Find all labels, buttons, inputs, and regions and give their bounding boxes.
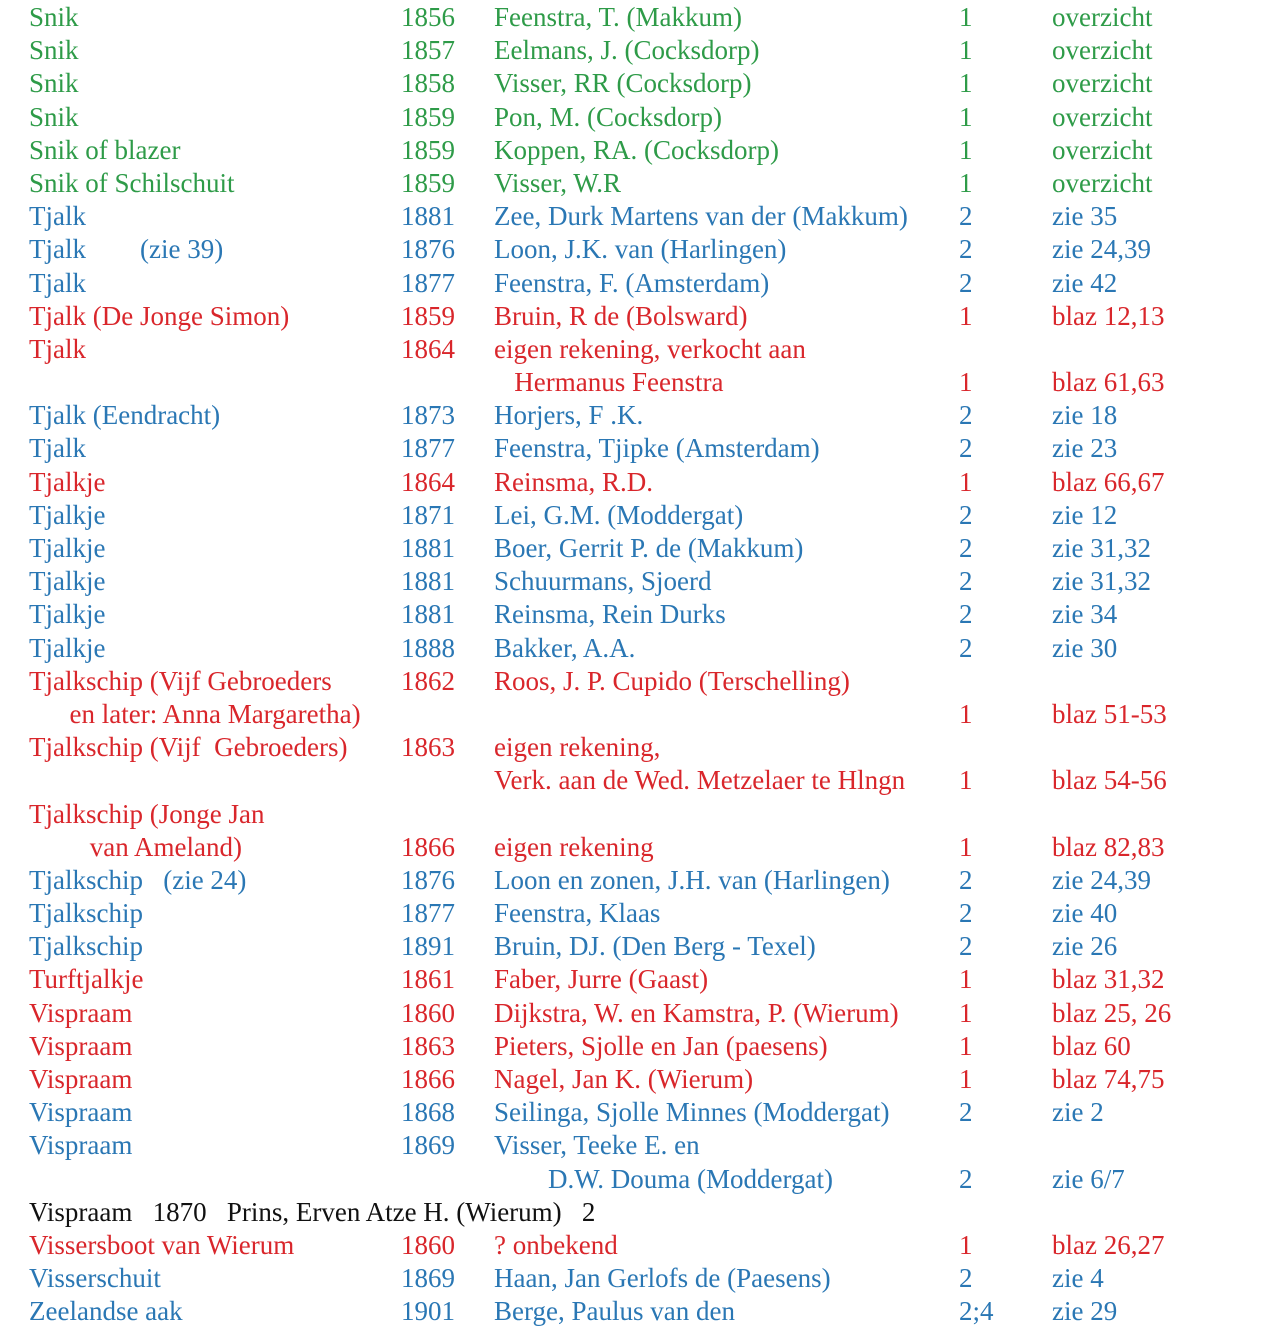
- register-row: [0, 333, 1280, 366]
- register-row: [0, 731, 1280, 764]
- reference-cell: blaz 61,63: [1052, 367, 1165, 398]
- vessel-type-cell: Zeelandse aak: [29, 1296, 183, 1327]
- vessel-type-cell: Tjalk: [29, 267, 86, 298]
- vessel-type-cell: Vispraam: [29, 1064, 133, 1094]
- year-cell: 1876: [401, 864, 455, 895]
- code-cell: 2: [959, 931, 973, 962]
- year-cell: 1869: [401, 1130, 455, 1161]
- owner-cell: Roos, J. P. Cupido (Terschelling): [494, 665, 850, 696]
- reference-cell: blaz 60: [1052, 1030, 1131, 1061]
- reference-cell: zie 6/7: [1052, 1163, 1125, 1194]
- year-cell: 1858: [401, 68, 455, 99]
- reference-cell: blaz 26,27: [1052, 1229, 1165, 1260]
- code-cell: 1: [959, 167, 973, 198]
- reference-cell: blaz 25, 26: [1052, 997, 1172, 1028]
- code-cell: 1: [959, 68, 973, 99]
- year-cell: 1861: [401, 964, 455, 995]
- owner-cell: Zee, Durk Martens van der (Makkum): [494, 201, 908, 232]
- register-row: [0, 963, 1280, 996]
- owner-cell: Boer, Gerrit P. de (Makkum): [494, 533, 804, 563]
- code-cell: 2: [959, 533, 973, 563]
- code-cell: 2: [959, 1263, 973, 1294]
- year-cell: 1877: [401, 433, 455, 464]
- reference-cell: blaz 66,67: [1052, 466, 1165, 497]
- year-cell: 1860: [401, 997, 455, 1028]
- register-row: [0, 300, 1280, 333]
- register-row: [0, 499, 1280, 532]
- register-row: [0, 399, 1280, 432]
- vessel-type-cell: Tjalkschip (Vijf Gebroeders: [29, 665, 332, 696]
- year-cell: 1873: [401, 400, 455, 431]
- register-row: [0, 565, 1280, 598]
- reference-cell: zie 4: [1052, 1263, 1104, 1294]
- code-cell: 1: [959, 1064, 973, 1094]
- code-cell: 1: [959, 964, 973, 995]
- owner-cell: eigen rekening,: [494, 732, 661, 763]
- year-cell: 1866: [401, 831, 455, 862]
- register-row: [0, 267, 1280, 300]
- reference-cell: zie 30: [1052, 632, 1118, 663]
- reference-cell: blaz 74,75: [1052, 1064, 1165, 1094]
- register-row: [0, 101, 1280, 134]
- owner-cell: Eelmans, J. (Cocksdorp): [494, 35, 760, 66]
- owner-cell: Koppen, RA. (Cocksdorp): [494, 134, 779, 165]
- year-cell: 1877: [401, 267, 455, 298]
- owner-cell: D.W. Douma (Moddergat): [494, 1163, 833, 1194]
- code-cell: 2: [959, 864, 973, 895]
- owner-cell: Feenstra, Klaas: [494, 898, 661, 929]
- reference-cell: zie 2: [1052, 1097, 1104, 1128]
- register-row: [0, 1295, 1280, 1328]
- owner-cell: Feenstra, F. (Amsterdam): [494, 267, 770, 298]
- reference-cell: overzicht: [1052, 101, 1153, 132]
- reference-cell: blaz 51-53: [1052, 698, 1167, 729]
- year-cell: 1860: [401, 1229, 455, 1260]
- vessel-type-cell: Tjalkschip (Vijf Gebroeders): [29, 732, 348, 763]
- owner-cell: Haan, Jan Gerlofs de (Paesens): [494, 1263, 831, 1294]
- register-row: [0, 366, 1280, 399]
- code-cell: 2: [959, 566, 973, 597]
- register-row: [0, 632, 1280, 665]
- vessel-type-cell: Tjalk: [29, 201, 86, 232]
- owner-cell: Visser, Teeke E. en: [494, 1130, 700, 1161]
- year-cell: 1862: [401, 665, 455, 696]
- register-row: [0, 598, 1280, 631]
- vessel-type-cell: Tjalkje: [29, 599, 106, 630]
- year-cell: 1881: [401, 533, 455, 563]
- vessel-type-cell: Tjalk (zie 39): [29, 234, 224, 265]
- register-row: [0, 698, 1280, 731]
- owner-cell: Bakker, A.A.: [494, 632, 636, 663]
- year-cell: 1857: [401, 35, 455, 66]
- owner-cell: Pieters, Sjolle en Jan (paesens): [494, 1030, 828, 1061]
- owner-cell: Verk. aan de Wed. Metzelaer te Hlngn: [494, 765, 906, 796]
- reference-cell: blaz 12,13: [1052, 300, 1165, 331]
- register-row: [0, 167, 1280, 200]
- year-cell: 1864: [401, 466, 455, 497]
- register-row: [0, 432, 1280, 465]
- vessel-type-cell: en later: Anna Margaretha): [29, 698, 361, 729]
- register-row: [0, 864, 1280, 897]
- owner-cell: Reinsma, R.D.: [494, 466, 653, 497]
- code-cell: 2: [959, 267, 973, 298]
- vessel-type-cell: Vispraam: [29, 1030, 133, 1061]
- code-cell: 2: [959, 400, 973, 431]
- owner-cell: Visser, W.R: [494, 167, 622, 198]
- code-cell: 2: [959, 599, 973, 630]
- year-cell: 1881: [401, 201, 455, 232]
- vessel-type-cell: Vispraam: [29, 1130, 133, 1161]
- register-line: Vispraam 1870 Prins, Erven Atze H. (Wierum) 2: [29, 1196, 596, 1227]
- owner-cell: Bruin, DJ. (Den Berg - Texel): [494, 931, 816, 962]
- owner-cell: Loon, J.K. van (Harlingen): [494, 234, 787, 265]
- vessel-type-cell: Tjalk (Eendracht): [29, 400, 221, 431]
- register-row: [0, 1063, 1280, 1096]
- year-cell: 1891: [401, 931, 455, 962]
- year-cell: 1863: [401, 732, 455, 763]
- vessel-type-cell: Vissersboot van Wierum: [29, 1229, 295, 1260]
- code-cell: 1: [959, 466, 973, 497]
- register-row: [0, 34, 1280, 67]
- code-cell: 1: [959, 2, 973, 32]
- vessel-type-cell: Tjalkje: [29, 566, 106, 597]
- code-cell: 2: [959, 1097, 973, 1128]
- year-cell: 1876: [401, 234, 455, 265]
- owner-cell: eigen rekening, verkocht aan: [494, 333, 806, 364]
- year-cell: 1856: [401, 2, 455, 32]
- reference-cell: zie 24,39: [1052, 864, 1151, 895]
- vessel-type-cell: Tjalkschip: [29, 898, 143, 929]
- code-cell: 1: [959, 831, 973, 862]
- reference-cell: zie 12: [1052, 499, 1118, 530]
- year-cell: 1881: [401, 566, 455, 597]
- code-cell: 1: [959, 367, 973, 398]
- owner-cell: Lei, G.M. (Moddergat): [494, 499, 744, 530]
- vessel-type-cell: Snik of Schilschuit: [29, 167, 235, 198]
- code-cell: 2: [959, 433, 973, 464]
- owner-cell: Berge, Paulus van den: [494, 1296, 735, 1327]
- owner-cell: Hermanus Feenstra: [494, 367, 724, 398]
- owner-cell: Seilinga, Sjolle Minnes (Moddergat): [494, 1097, 890, 1128]
- owner-cell: Visser, RR (Cocksdorp): [494, 68, 752, 99]
- code-cell: 2: [959, 898, 973, 929]
- owner-cell: Bruin, R de (Bolsward): [494, 300, 748, 331]
- register-row: [0, 1030, 1280, 1063]
- reference-cell: zie 26: [1052, 931, 1118, 962]
- reference-cell: blaz 31,32: [1052, 964, 1165, 995]
- register-row: [0, 1129, 1280, 1162]
- reference-cell: blaz 54-56: [1052, 765, 1167, 796]
- register-row: [0, 233, 1280, 266]
- vessel-type-cell: Tjalkschip (zie 24): [29, 864, 247, 895]
- owner-cell: Loon en zonen, J.H. van (Harlingen): [494, 864, 890, 895]
- code-cell: 1: [959, 134, 973, 165]
- year-cell: 1869: [401, 1263, 455, 1294]
- reference-cell: zie 23: [1052, 433, 1118, 464]
- reference-cell: zie 34: [1052, 599, 1118, 630]
- code-cell: 2: [959, 1163, 973, 1194]
- year-cell: 1877: [401, 898, 455, 929]
- reference-cell: overzicht: [1052, 35, 1153, 66]
- register-row: [0, 466, 1280, 499]
- register-row: [0, 134, 1280, 167]
- vessel-type-cell: Tjalkschip (Jonge Jan: [29, 798, 265, 829]
- vessel-type-cell: Visserschuit: [29, 1263, 161, 1294]
- register-row: [0, 665, 1280, 698]
- reference-cell: zie 24,39: [1052, 234, 1151, 265]
- vessel-type-cell: Tjalkje: [29, 533, 106, 563]
- register-row: [0, 1262, 1280, 1295]
- register-row: [0, 1163, 1280, 1196]
- register-row: [0, 67, 1280, 100]
- reference-cell: overzicht: [1052, 68, 1153, 99]
- year-cell: 1866: [401, 1064, 455, 1094]
- vessel-type-cell: Tjalkje: [29, 632, 106, 663]
- code-cell: 1: [959, 300, 973, 331]
- vessel-type-cell: Tjalkschip: [29, 931, 143, 962]
- owner-cell: Schuurmans, Sjoerd: [494, 566, 712, 597]
- owner-cell: eigen rekening: [494, 831, 654, 862]
- code-cell: 1: [959, 765, 973, 796]
- year-cell: 1871: [401, 499, 455, 530]
- year-cell: 1859: [401, 300, 455, 331]
- owner-cell: Dijkstra, W. en Kamstra, P. (Wierum): [494, 997, 899, 1028]
- reference-cell: zie 31,32: [1052, 533, 1151, 563]
- reference-cell: zie 18: [1052, 400, 1118, 431]
- code-cell: 2: [959, 201, 973, 232]
- year-cell: 1859: [401, 167, 455, 198]
- reference-cell: overzicht: [1052, 134, 1153, 165]
- owner-cell: Reinsma, Rein Durks: [494, 599, 726, 630]
- register-row: [0, 532, 1280, 565]
- reference-cell: zie 42: [1052, 267, 1118, 298]
- vessel-type-cell: Tjalk: [29, 433, 86, 464]
- reference-cell: blaz 82,83: [1052, 831, 1165, 862]
- register-row: [0, 764, 1280, 797]
- vessel-type-cell: Tjalkje: [29, 499, 106, 530]
- vessel-type-cell: Tjalk (De Jonge Simon): [29, 300, 290, 331]
- vessel-type-cell: Snik: [29, 35, 79, 66]
- owner-cell: Pon, M. (Cocksdorp): [494, 101, 722, 132]
- reference-cell: overzicht: [1052, 2, 1153, 32]
- vessel-type-cell: Snik: [29, 68, 79, 99]
- reference-cell: zie 29: [1052, 1296, 1118, 1327]
- vessel-type-cell: Snik: [29, 101, 79, 132]
- code-cell: 2: [959, 499, 973, 530]
- reference-cell: zie 31,32: [1052, 566, 1151, 597]
- vessel-type-cell: Turftjalkje: [29, 964, 144, 995]
- code-cell: 1: [959, 1229, 973, 1260]
- register-row: [0, 798, 1280, 831]
- owner-cell: Faber, Jurre (Gaast): [494, 964, 709, 995]
- register-row: [0, 831, 1280, 864]
- owner-cell: Nagel, Jan K. (Wierum): [494, 1064, 754, 1094]
- year-cell: 1868: [401, 1097, 455, 1128]
- register-row: [0, 930, 1280, 963]
- register-row: [0, 1229, 1280, 1262]
- year-cell: 1859: [401, 134, 455, 165]
- vessel-type-cell: van Ameland): [29, 831, 242, 862]
- vessel-type-cell: Snik of blazer: [29, 134, 181, 165]
- owner-cell: Horjers, F .K.: [494, 400, 644, 431]
- code-cell: 2: [959, 234, 973, 265]
- register-row: [0, 997, 1280, 1030]
- code-cell: 2: [959, 632, 973, 663]
- code-cell: 1: [959, 1030, 973, 1061]
- code-cell: 2;4: [959, 1296, 994, 1327]
- register-row: [0, 200, 1280, 233]
- reference-cell: overzicht: [1052, 167, 1153, 198]
- vessel-type-cell: Vispraam: [29, 997, 133, 1028]
- code-cell: 1: [959, 997, 973, 1028]
- vessel-type-cell: Snik: [29, 2, 79, 32]
- year-cell: 1863: [401, 1030, 455, 1061]
- vessel-type-cell: Tjalk: [29, 333, 86, 364]
- register-row: [0, 1, 1280, 34]
- reference-cell: zie 35: [1052, 201, 1118, 232]
- vessel-type-cell: Vispraam: [29, 1097, 133, 1128]
- code-cell: 1: [959, 698, 973, 729]
- owner-cell: Feenstra, Tjipke (Amsterdam): [494, 433, 820, 464]
- year-cell: 1864: [401, 333, 455, 364]
- year-cell: 1901: [401, 1296, 455, 1327]
- owner-cell: Feenstra, T. (Makkum): [494, 2, 742, 32]
- register-row: [0, 897, 1280, 930]
- code-cell: 1: [959, 35, 973, 66]
- vessel-type-cell: Tjalkje: [29, 466, 106, 497]
- code-cell: 1: [959, 101, 973, 132]
- reference-cell: zie 40: [1052, 898, 1118, 929]
- owner-cell: ? onbekend: [494, 1229, 618, 1260]
- year-cell: 1881: [401, 599, 455, 630]
- register-row: [0, 1196, 1280, 1229]
- year-cell: 1859: [401, 101, 455, 132]
- register-row: [0, 1096, 1280, 1129]
- year-cell: 1888: [401, 632, 455, 663]
